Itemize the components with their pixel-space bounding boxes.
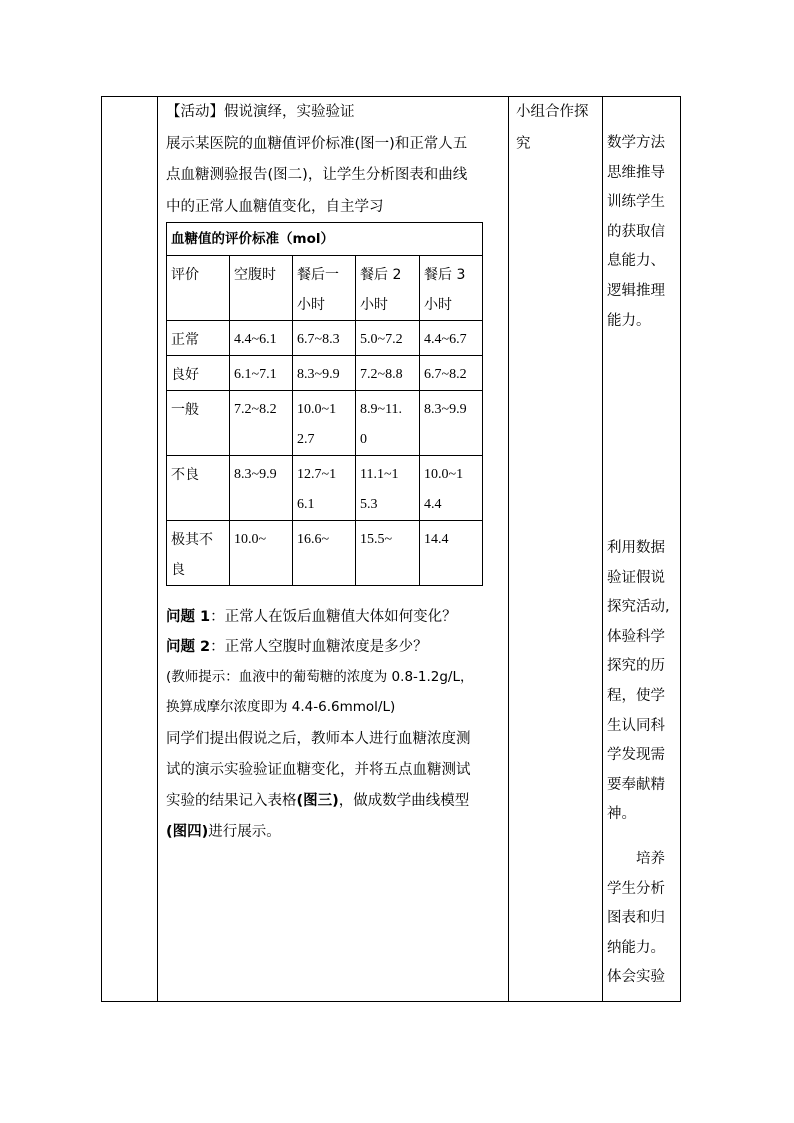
table-cell: 一般 <box>167 391 230 456</box>
table-row <box>167 391 483 456</box>
table-cell: 10.0~1 2.7 <box>293 391 356 456</box>
intro-line: 展示某医院的血糖值评价标准(图一)和正常人五 <box>166 136 468 152</box>
table-row <box>167 321 483 356</box>
experiment-line: 实验的结果记入表格(图三)，做成数学曲线模型 <box>166 793 470 809</box>
table-cell: 10.0~ <box>230 521 293 586</box>
table-cell: 7.2~8.2 <box>230 391 293 456</box>
intent-group-3: 培养 学生分析 图表和归 纳能力。 体会实验 <box>607 851 665 986</box>
table-cell: 12.7~1 6.1 <box>293 456 356 521</box>
method-line: 小组合作探 <box>516 104 589 120</box>
question-2: 问题 2：正常人空腹时血糖浓度是多少？ <box>166 639 428 655</box>
intro-line: 点血糖测验报告(图二)，让学生分析图表和曲线 <box>166 167 468 183</box>
column-divider <box>508 97 509 1001</box>
experiment-line: 试的演示实验验证血糖变化，并将五点血糖测试 <box>166 762 471 778</box>
question-label: 问题 1 <box>166 609 211 625</box>
table-row <box>167 456 483 521</box>
table-cell: 14.4 <box>420 521 483 586</box>
activity-heading: 【活动】假说演绎，实验验证 <box>166 104 355 120</box>
header-cell: 餐后一 小时 <box>293 256 356 321</box>
table-cell: 7.2~8.8 <box>356 356 420 391</box>
table-cell: 15.5~ <box>356 521 420 586</box>
header-cell: 餐后 3 小时 <box>420 256 483 321</box>
table-row <box>167 356 483 391</box>
table-cell: 6.7~8.3 <box>293 321 356 356</box>
table-cell: 11.1~1 5.3 <box>356 456 420 521</box>
table-header-row <box>167 256 483 321</box>
method-line: 究 <box>516 136 531 152</box>
table-cell: 10.0~1 4.4 <box>420 456 483 521</box>
table-caption-row <box>167 223 483 256</box>
table-cell: 6.7~8.2 <box>420 356 483 391</box>
column-divider <box>602 97 603 1001</box>
glucose-standard-table <box>166 222 483 586</box>
table-caption: 血糖值的评价标准（mol） <box>167 223 483 256</box>
table-cell: 4.4~6.7 <box>420 321 483 356</box>
table-cell: 不良 <box>167 456 230 521</box>
intent-group-2: 利用数据 验证假说 探究活动, 体验科学 探究的历 程，使学 生认同科 学发现需 要奉献精 神。 <box>607 540 670 823</box>
table-cell: 良好 <box>167 356 230 391</box>
header-cell: 空腹时 <box>230 256 293 321</box>
table-cell: 5.0~7.2 <box>356 321 420 356</box>
table-cell: 16.6~ <box>293 521 356 586</box>
table-cell: 8.3~9.9 <box>293 356 356 391</box>
table-cell: 4.4~6.1 <box>230 321 293 356</box>
question-1: 问题 1：正常人在饭后血糖值大体如何变化？ <box>166 609 457 625</box>
table-cell: 8.3~9.9 <box>420 391 483 456</box>
table-row <box>167 521 483 586</box>
experiment-line: 同学们提出假说之后，教师本人进行血糖浓度测 <box>166 731 471 747</box>
intent-group-1: 数学方法 思维推导 训练学生 的获取信 息能力、 逻辑推理 能力。 <box>607 135 665 329</box>
table-cell: 8.9~11. 0 <box>356 391 420 456</box>
header-cell: 餐后 2 小时 <box>356 256 420 321</box>
experiment-line: (图四)进行展示。 <box>166 824 281 840</box>
lesson-table <box>101 96 681 1002</box>
hint-line: (教师提示：血液中的葡萄糖的浓度为 0.8-1.2g/L， <box>166 669 474 685</box>
table-cell: 6.1~7.1 <box>230 356 293 391</box>
column-divider <box>157 97 158 1001</box>
question-label: 问题 2 <box>166 639 211 655</box>
header-cell: 评价 <box>167 256 230 321</box>
table-cell: 8.3~9.9 <box>230 456 293 521</box>
table-cell: 极其不 良 <box>167 521 230 586</box>
hint-line: 换算成摩尔浓度即为 4.4-6.6mmol/L) <box>166 699 396 715</box>
intro-line: 中的正常人血糖值变化，自主学习 <box>166 199 384 215</box>
table-cell: 正常 <box>167 321 230 356</box>
